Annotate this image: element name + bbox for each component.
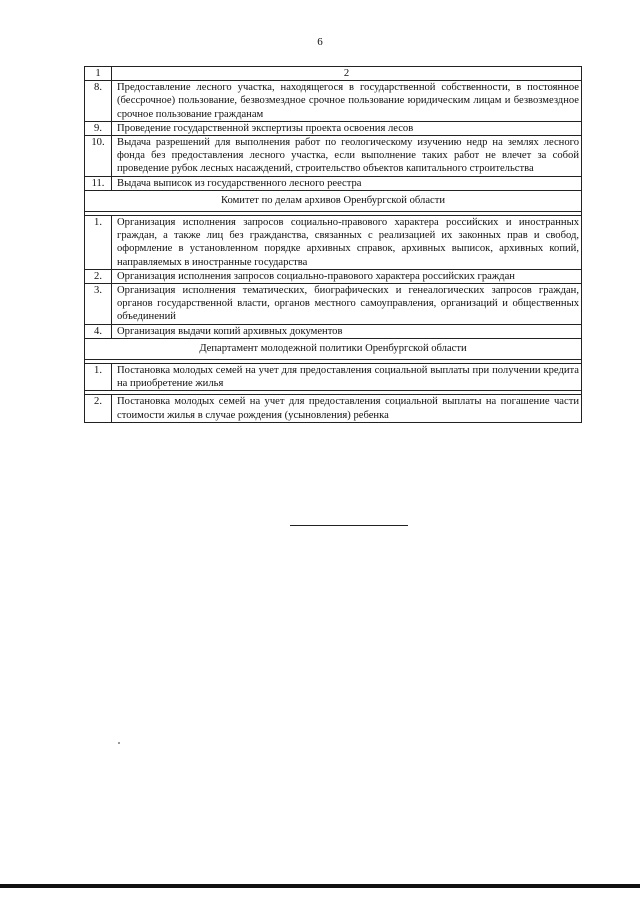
row-number: 3. xyxy=(85,284,112,325)
row-text: Постановка молодых семей на учет для предоставления социальной выплаты на погашение части стоимости жилья в случае рождения (усыновления) ребенка xyxy=(112,395,582,422)
row-number: 8. xyxy=(85,81,112,122)
table-row xyxy=(85,324,582,338)
table-header-row xyxy=(85,67,582,81)
row-number: 1. xyxy=(85,216,112,270)
table-row xyxy=(85,136,582,177)
row-text: Предоставление лесного участка, находящегося в государственной собственности, в постоянное (бессрочное) пользование, безвозмездное срочное пользование юридическим лицам и безвозмездное срочное пользование гражданам xyxy=(112,81,582,122)
table-row xyxy=(85,284,582,325)
table-row xyxy=(85,176,582,190)
row-text: Выдача разрешений для выполнения работ по геологическому изучению недр на землях лесного фонда без предоставления лесного участка, если выполнение таких работ не влечет за собой проведение рубок лесных насаждений, строительство объектов капитального строительства xyxy=(112,136,582,177)
table-row xyxy=(85,269,582,283)
row-text: Организация исполнения запросов социально-правового характера российских граждан xyxy=(112,269,582,283)
row-text: Постановка молодых семей на учет для предоставления социальной выплаты при получении кредита на приобретение жилья xyxy=(112,364,582,391)
section-heading-archives xyxy=(85,190,582,211)
table-row xyxy=(85,216,582,270)
row-number: 2. xyxy=(85,269,112,283)
row-number: 9. xyxy=(85,121,112,135)
header-col-1: 1 xyxy=(85,67,112,81)
row-number: 4. xyxy=(85,324,112,338)
bottom-scan-bar xyxy=(0,884,640,888)
row-number: 10. xyxy=(85,136,112,177)
section-title: Комитет по делам архивов Оренбургской области xyxy=(85,190,582,211)
table-row xyxy=(85,81,582,122)
scan-speck xyxy=(118,742,120,744)
table-row xyxy=(85,121,582,135)
row-number: 2. xyxy=(85,395,112,422)
table-row xyxy=(85,395,582,422)
row-number: 11. xyxy=(85,176,112,190)
services-table xyxy=(84,66,582,423)
row-text: Организация исполнения тематических, биографических и генеалогических запросов граждан, органов государственной власти, органов местного самоуправления, организаций и общественных объединений xyxy=(112,284,582,325)
row-text: Организация исполнения запросов социально-правового характера российских и иностранных граждан, а также лиц без гражданства, связанных с реализацией их законных прав и свобод, оформление в установленном порядке архивных справок, архивных выписок, архивных копий, направляемых в иностранные государства xyxy=(112,216,582,270)
header-col-2: 2 xyxy=(112,67,582,81)
row-text: Организация выдачи копий архивных документов xyxy=(112,324,582,338)
section-title: Департамент молодежной политики Оренбургской области xyxy=(85,338,582,359)
row-text: Проведение государственной экспертизы проекта освоения лесов xyxy=(112,121,582,135)
end-rule xyxy=(290,525,408,526)
row-text: Выдача выписок из государственного лесного реестра xyxy=(112,176,582,190)
section-heading-youth-policy xyxy=(85,338,582,359)
page-number: 6 xyxy=(317,36,323,48)
table-row xyxy=(85,364,582,391)
row-number: 1. xyxy=(85,364,112,391)
